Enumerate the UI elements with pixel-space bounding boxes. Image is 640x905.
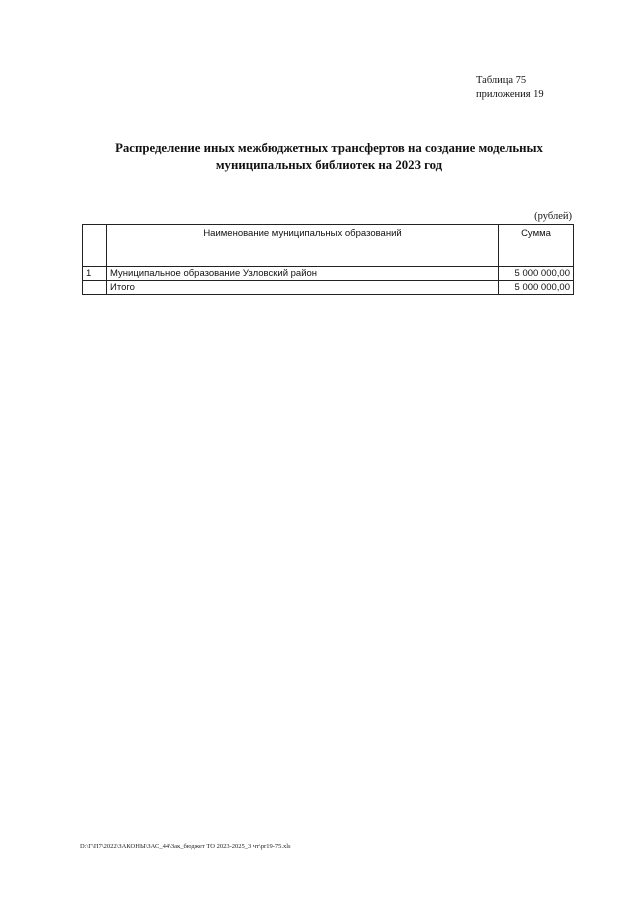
header-sum: Сумма [499, 225, 574, 267]
footer-file-path: D:\Г\П7\2022\ЗАКОНЫ\ЗАС_44\Зак_бюджет ТО 2023-2025_3 чт\pr19-75.xls [80, 843, 291, 850]
title-line-1: Распределение иных межбюджетных трансфертов на создание модельных [115, 141, 543, 155]
distribution-table [82, 224, 574, 295]
row-sum: 5 000 000,00 [499, 267, 574, 281]
document-title [100, 140, 558, 174]
header-municipality-name: Наименование муниципальных образований [107, 225, 499, 267]
header-number [83, 225, 107, 267]
total-number [83, 281, 107, 295]
table-number: Таблица 75 [476, 75, 527, 86]
row-number: 1 [83, 267, 107, 281]
row-municipality-name: Муниципальное образование Узловский район [107, 267, 499, 281]
table-total-row [83, 281, 574, 295]
units-label: (рублей) [534, 211, 572, 222]
table-row [83, 267, 574, 281]
total-label: Итого [107, 281, 499, 295]
total-sum: 5 000 000,00 [499, 281, 574, 295]
appendix-number: приложения 19 [476, 89, 544, 100]
table-header-row [83, 225, 574, 267]
table-reference [476, 74, 544, 102]
title-line-2: муниципальных библиотек на 2023 год [215, 158, 443, 172]
